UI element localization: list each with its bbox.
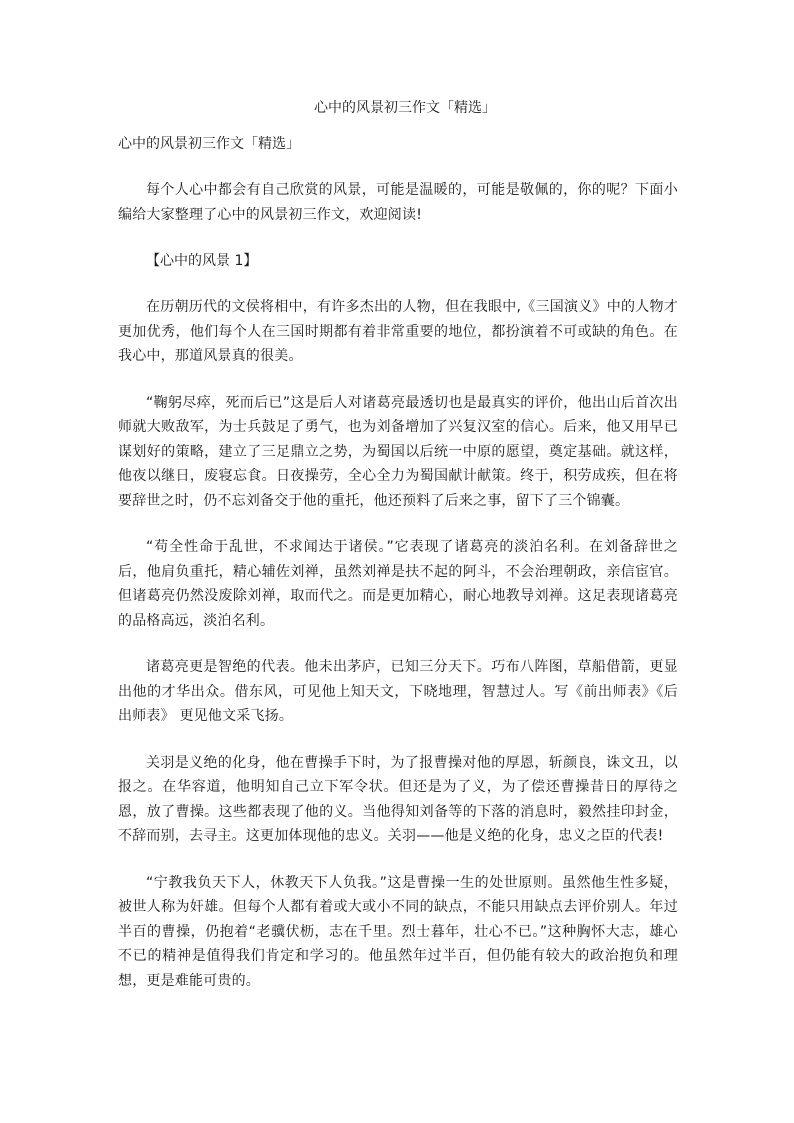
document-title: 心中的风景初三作文「精选」 (314, 100, 496, 116)
document-page (118, 96, 678, 1015)
body-paragraph: “鞠躬尽瘁，死而后已”这是后人对诸葛亮最透切也是最真实的评价，他出山后首次出师就大败敌军，为士兵鼓足了勇气，也为刘备增加了兴复汉室的信心。后来，他又用早已谋划好的策略，建立了三足鼎立之势，为蜀国以后统一中原的愿望，奠定基础。就这样，他夜以继日，废寝忘食。日夜操劳，全心全力为蜀国献计献策。终于，积劳成疾，但在将要辞世之时，仍不忘刘备交于他的重托，他还预料了后来之事，留下了三个锦囊。 (118, 394, 678, 509)
body-paragraph: 关羽是义绝的化身，他在曹操手下时，为了报曹操对他的厚恩，斩颜良，诛文丑，以报之。在华容道，他明知自己立下军令状。但还是为了义，为了偿还曹操昔日的厚待之恩，放了曹操。这些都表现了他的义。当他得知刘备等的下落的消息时，毅然挂印封金，不辞而别，去寻主。这更加体现他的忠义。关羽——他是义绝的化身，忠义之臣的代表! (118, 754, 678, 844)
intro-paragraph: 每个人心中都会有自己欣赏的风景，可能是温暖的，可能是敬佩的，你的呢？下面小编给大家整理了心中的风景初三作文，欢迎阅读! (118, 182, 678, 223)
body-paragraph: “宁教我负天下人，休教天下人负我。”这是曹操一生的处世原则。虽然他生性多疑，被世人称为奸雄。但每个人都有着或大或小不同的缺点，不能只用缺点去评价别人。年过半百的曹操，仍抱着“老骥伏枥，志在千里。烈士暮年，壮心不已。”这种胸怀大志，雄心不已的精神是值得我们肯定和学习的。他虽然年过半百，但仍能有较大的政治抱负和理想，更是难能可贵的。 (118, 874, 678, 989)
body-paragraph: 诸葛亮更是智绝的代表。他未出茅庐，已知三分天下。巧布八阵图，草船借箭，更显出他的才华出众。借东风，可见他上知天文，下晓地理，智慧过人。写《前出师表》《后出师表》 更见他文采飞扬。 (118, 659, 678, 724)
body-paragraph: 在历朝历代的文侯将相中，有许多杰出的人物，但在我眼中,《三国演义》中的人物才更加优秀，他们每个人在三国时期都有着非常重要的地位，都扮演着不可或缺的角色。在我心中，那道风景真的很美。 (118, 299, 678, 364)
body-paragraph: “苟全性命于乱世，不求闻达于诸侯。”它表现了诸葛亮的淡泊名利。在刘备辞世之后，他肩负重托，精心辅佐刘禅，虽然刘禅是扶不起的阿斗，不会治理朝政，亲信宦官。但诸葛亮仍然没废除刘禅，取而代之。而是更加精心，耐心地教导刘禅。这足表现诸葛亮的品格高远，淡泊名利。 (118, 539, 678, 629)
section-heading: 【心中的风景 1】 (146, 253, 258, 269)
document-subtitle: 心中的风景初三作文「精选」 (118, 136, 300, 152)
